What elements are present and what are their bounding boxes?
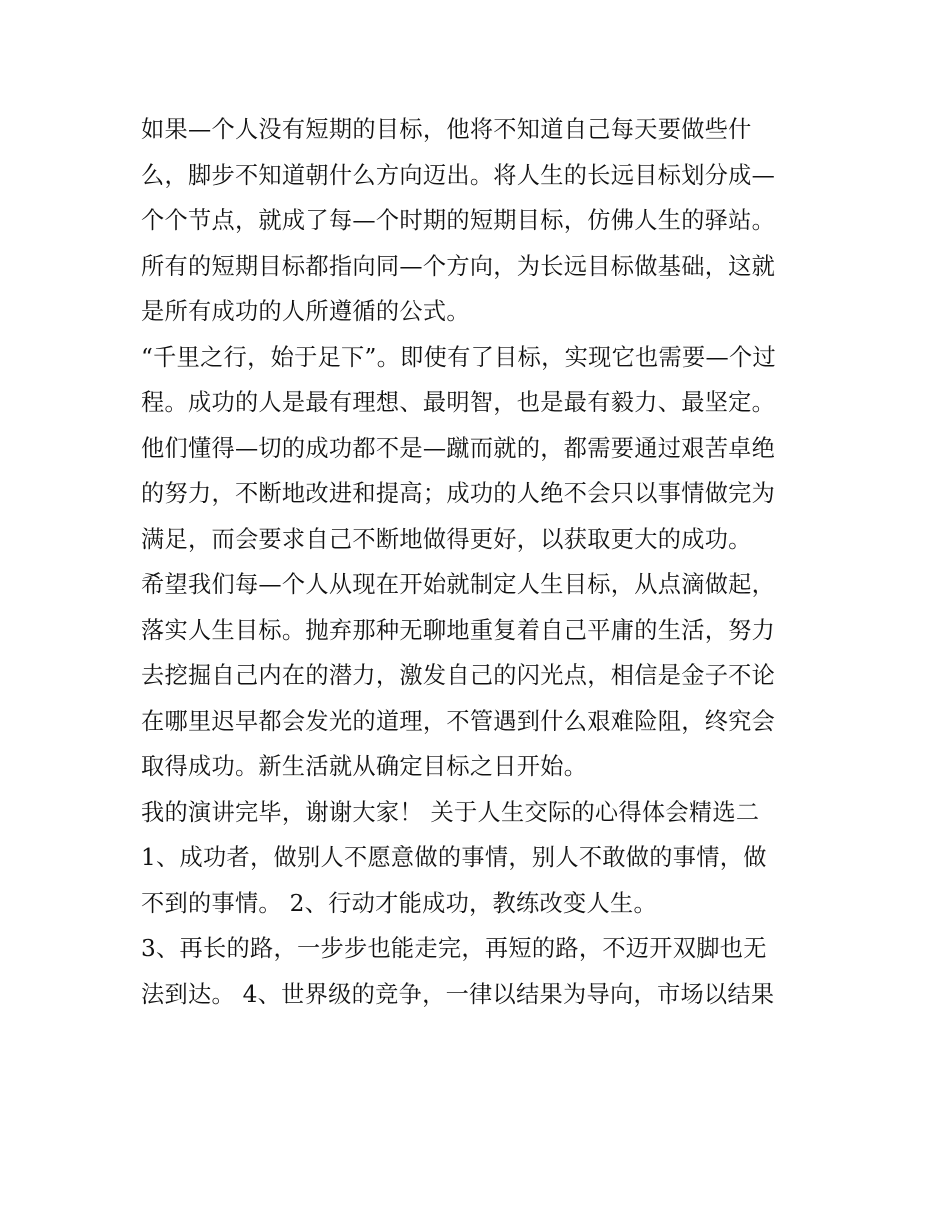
text-line: 取得成功。新生活就从确定目标之日开始。 [141, 753, 588, 780]
text-line: 是所有成功的人所遵循的公式。 [141, 298, 470, 325]
text-line: 我的演讲完毕，谢谢大家！ 关于人生交际的心得体会精选二 [141, 798, 760, 826]
text-line: 希望我们每—个人从现在开始就制定人生目标，从点滴做起， [141, 571, 776, 598]
text-line: 他们懂得—切的成功都不是—蹴而就的，都需要通过艰苦卓绝 [141, 434, 776, 462]
text-line: 如果—个人没有短期的目标，他将不知道自己每天要做些什 [141, 116, 752, 143]
text-line: 程。成功的人是最有理想、最明智，也是最有毅力、最坚定。 [141, 389, 776, 416]
text-line: 落实人生目标。抛弃那种无聊地重复着自己平庸的生活，努力 [141, 616, 776, 644]
text-line: 3、再长的路，一步步也能走完，再短的路，不迈开双脚也无 [141, 935, 767, 962]
text-line: “千里之行，始于足下”。即使有了目标，实现它也需要—个过 [141, 343, 776, 371]
text-line: 不到的事情。 2、行动才能成功，教练改变人生。 [141, 889, 657, 917]
body-text [141, 107, 821, 1017]
text-line: 在哪里迟早都会发光的道理，不管遇到什么艰难险阻，终究会 [141, 707, 776, 735]
text-line: 1、成功者，做别人不愿意做的事情，别人不敢做的事情，做 [141, 844, 767, 871]
text-line: 法到达。 4、世界级的竞争，一律以结果为导向，市场以结果 [141, 980, 775, 1008]
text-line: 个个节点，就成了每—个时期的短期目标，仿佛人生的驿站。 [141, 207, 776, 234]
text-line: 去挖掘自己内在的潜力，激发自己的闪光点，相信是金子不论 [141, 662, 776, 689]
text-line: 的努力，不断地改进和提高；成功的人绝不会只以事情做完为 [141, 480, 776, 507]
text-line: 所有的短期目标都指向同—个方向，为长远目标做基础，这就 [141, 252, 776, 280]
text-line: 满足，而会要求自己不断地做得更好，以获取更大的成功。 [141, 525, 752, 553]
text-line: 么，脚步不知道朝什么方向迈出。将人生的长远目标划分成— [141, 161, 776, 189]
